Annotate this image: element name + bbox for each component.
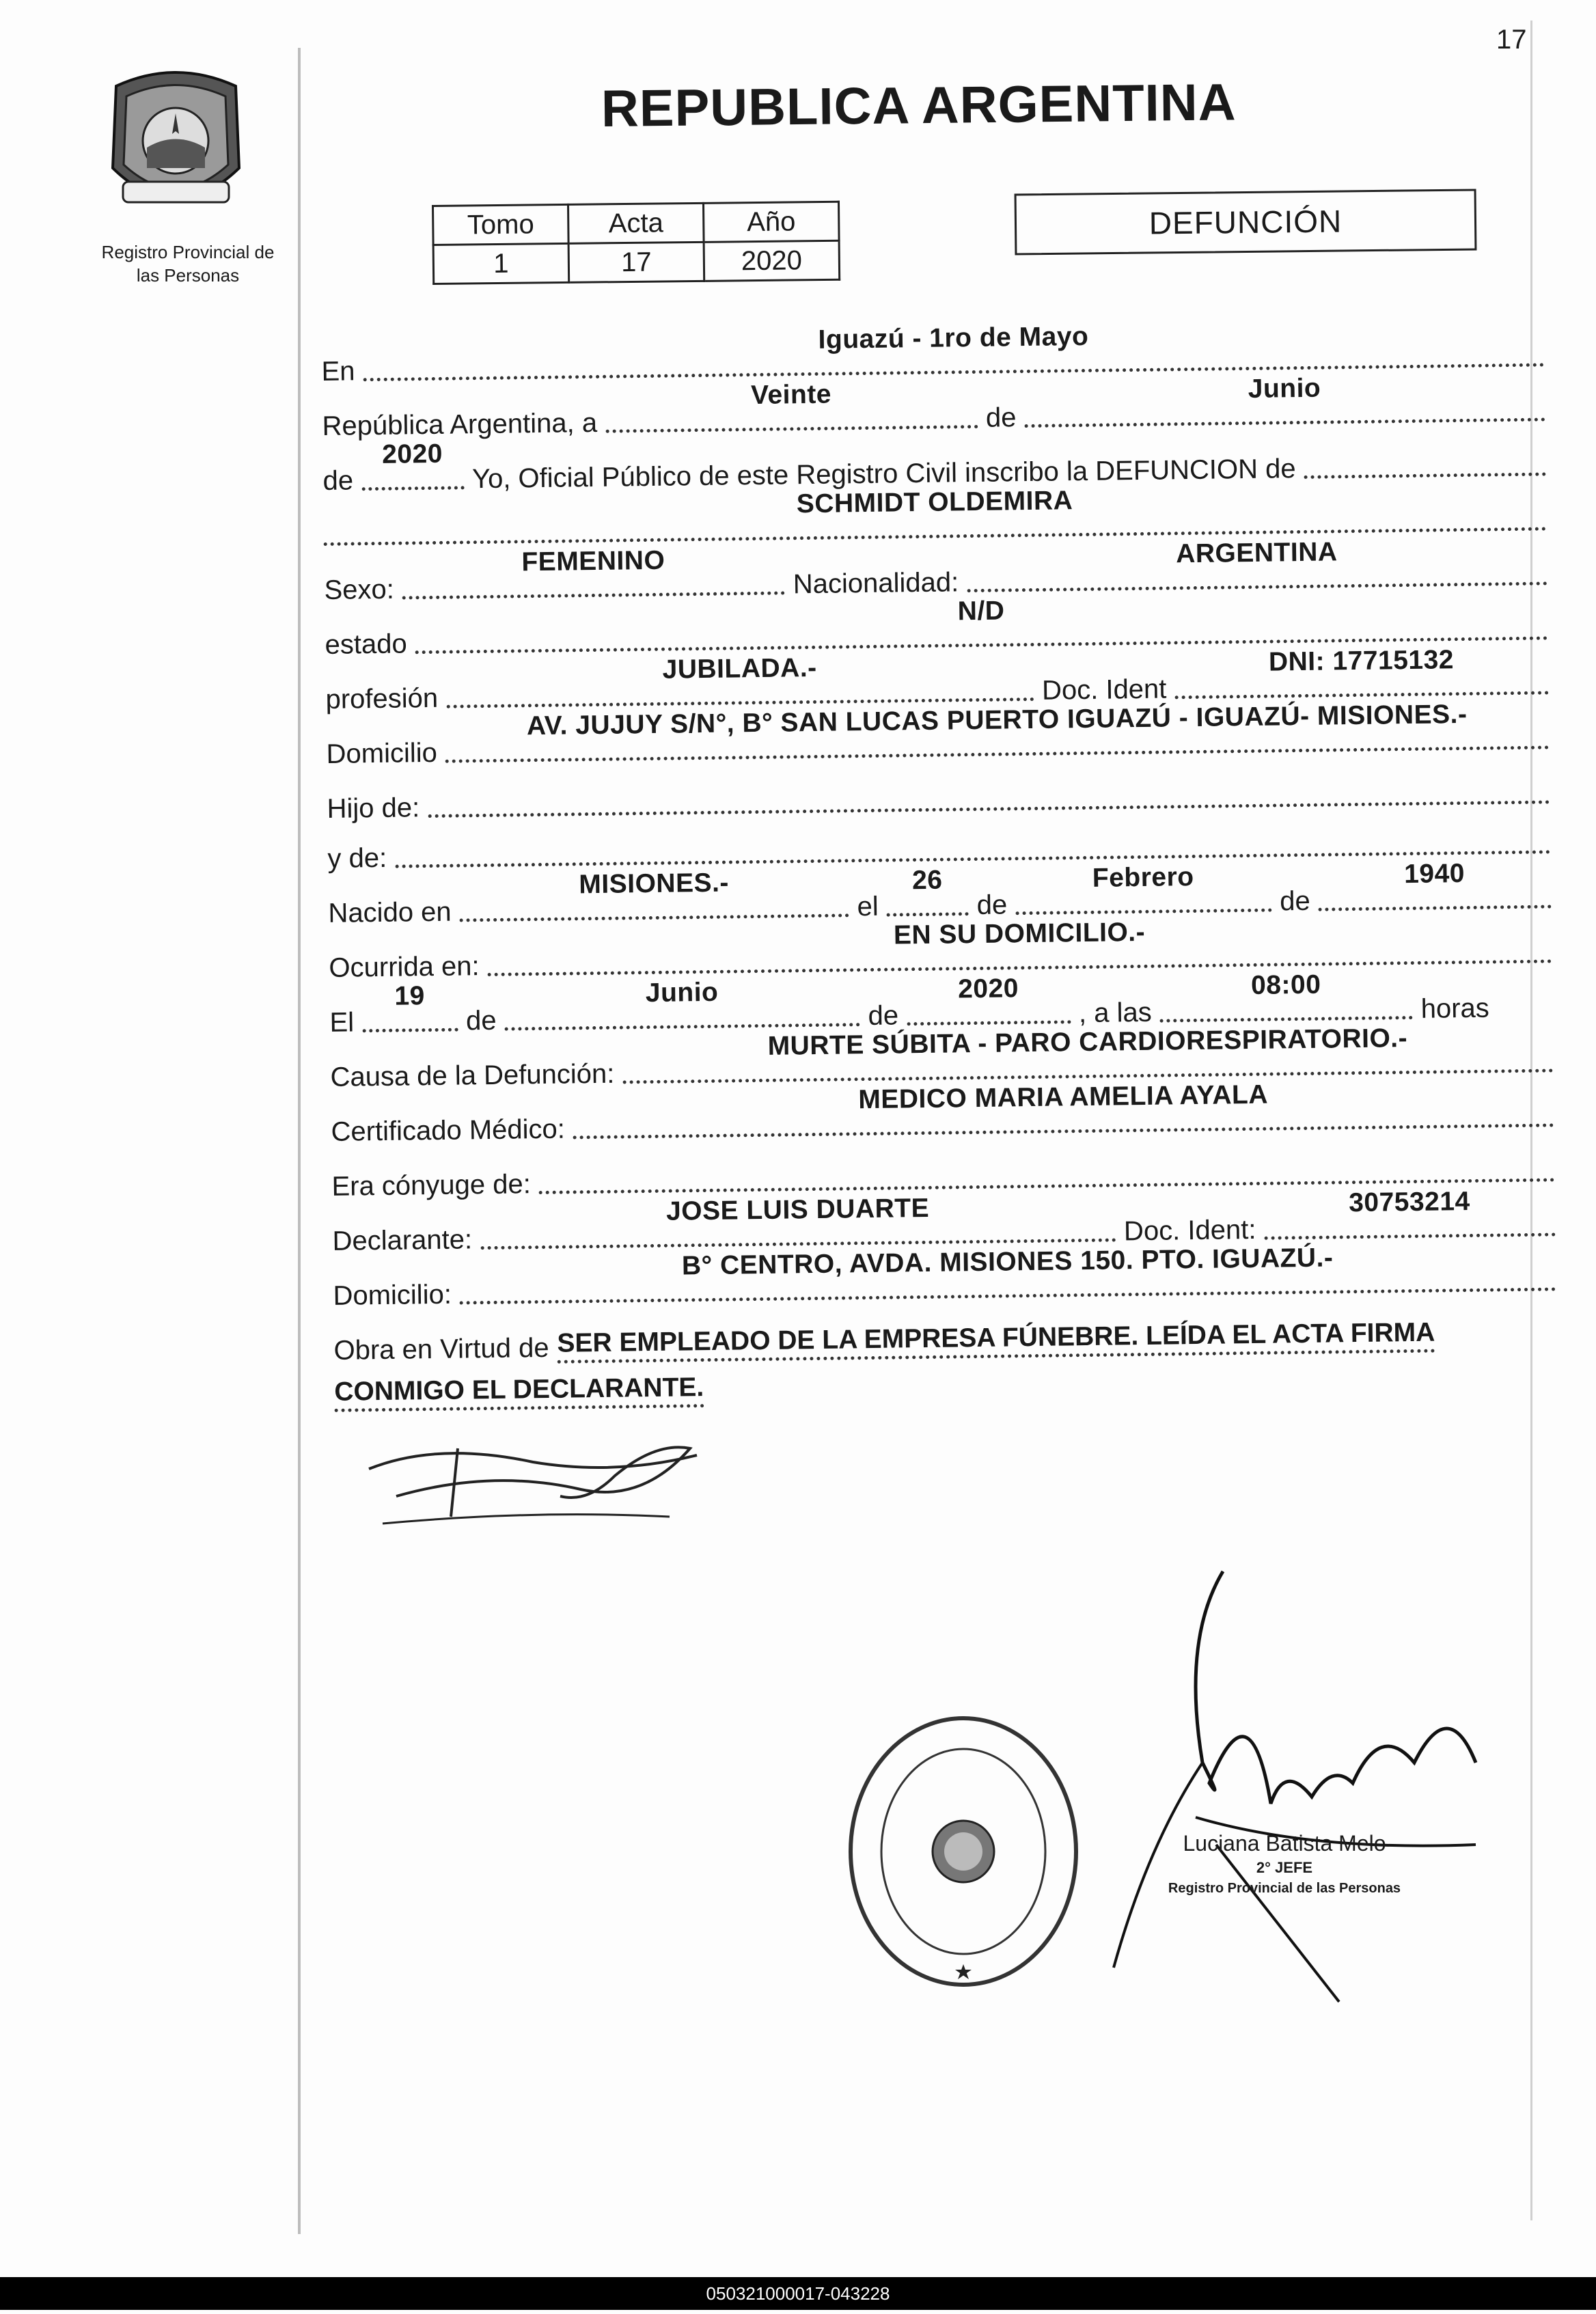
medical-certificate-label: Certificado Médico: (331, 1114, 566, 1147)
declarant-label: Declarante: (332, 1224, 473, 1256)
occurred-value: EN SU DOMICILIO.- (893, 917, 1146, 950)
officer-org: Registro Provincial de las Personas (1168, 1881, 1401, 1896)
death-de2-label: de (868, 1000, 899, 1032)
acting-by-value-line1: SER EMPLEADO DE LA EMPRESA FÚNEBRE. LEÍDA EL ACTA FIRMA (557, 1318, 1435, 1364)
place-value: Iguazú - 1ro de Mayo (818, 321, 1089, 355)
registry-seal-icon (840, 1708, 1086, 1995)
nationality-value: ARGENTINA (1175, 537, 1338, 569)
declarant-id-value: 30753214 (1348, 1186, 1470, 1218)
sex-label: Sexo: (324, 574, 395, 605)
child-of-label: Hijo de: (327, 793, 420, 824)
date-day-value: Veinte (750, 379, 832, 411)
spouse-value (539, 1161, 1555, 1174)
footer-code: 050321000017-043228 (0, 2277, 1596, 2310)
date-label: República Argentina, a (322, 407, 598, 441)
spouse-label: Era cónyuge de: (331, 1169, 532, 1202)
marital-status-value: N/D (957, 596, 1005, 626)
page-number: 17 (1496, 25, 1527, 55)
declarant-address-label: Domicilio: (333, 1279, 452, 1311)
profession-value: JUBILADA.- (662, 652, 817, 685)
record-table-value-acta: 17 (568, 242, 704, 282)
row-declarant-address (333, 1243, 1556, 1311)
and-of-label: y de: (327, 842, 387, 874)
sex-value: FEMENINO (521, 545, 665, 577)
address-label: Domicilio (326, 737, 438, 769)
death-de1-label: de (465, 1005, 497, 1036)
deceased-name-value: SCHMIDT OLDEMIRA (796, 486, 1073, 519)
year-value: 2020 (381, 439, 443, 469)
acting-by-value-line2: CONMIGO EL DECLARANTE. (334, 1373, 704, 1412)
officer-name: Luciana Batista Melo (1183, 1831, 1386, 1856)
officer-caption (1141, 1831, 1428, 1897)
death-hours-label: horas (1420, 993, 1490, 1024)
record-table-value-tomo: 1 (433, 243, 569, 284)
occurred-label: Ocurrida en: (329, 951, 480, 983)
child-of-value (428, 783, 1550, 797)
and-of-value (395, 833, 1550, 847)
place-label: En (321, 356, 355, 387)
declarant-signature-icon (355, 1421, 711, 1530)
record-table-header-ano: Año (703, 202, 839, 242)
record-table-value-ano: 2020 (704, 240, 840, 281)
date-month-value: Junio (1248, 373, 1321, 404)
record-table-header-tomo: Tomo (433, 204, 569, 245)
death-date-label: El (329, 1007, 355, 1038)
born-place-value: MISIONES.- (579, 868, 730, 900)
officer-signature-icon (1107, 1558, 1489, 2009)
death-time-value: 08:00 (1250, 969, 1321, 1000)
id-document-label: Doc. Ident (1041, 674, 1167, 706)
record-table-header-acta: Acta (568, 203, 704, 243)
country-title: REPUBLICA ARGENTINA (601, 73, 1237, 138)
declarant-address-value: B° CENTRO, AVDA. MISIONES 150. PTO. IGUAZÚ.- (681, 1243, 1334, 1281)
born-el-label: el (857, 891, 879, 922)
record-type-box: DEFUNCIÓN (1015, 189, 1477, 255)
date-of-label: de (985, 402, 1017, 433)
born-year-value: 1940 (1403, 859, 1466, 890)
address-value: AV. JUJUY S/N°, B° SAN LUCAS PUERTO IGUAZÚ - IGUAZÚ- MISIONES.- (526, 699, 1468, 741)
year-statement: Yo, Oficial Público de este Registro Civil inscribo la DEFUNCION de (471, 454, 1296, 495)
declarant-id-label: Doc. Ident: (1123, 1214, 1256, 1247)
death-year-value: 2020 (957, 974, 1019, 1004)
officer-title: 2° JEFE (1256, 1859, 1313, 1876)
acting-by-label: Obra en Virtud de (333, 1332, 549, 1366)
cause-value: MURTE SÚBITA - PARO CARDIORESPIRATORIO.- (767, 1023, 1408, 1061)
declarant-value: JOSE LUIS DUARTE (665, 1193, 930, 1226)
born-day-value: 26 (911, 865, 943, 896)
nationality-label: Nacionalidad: (793, 567, 959, 600)
death-month-value: Junio (645, 977, 719, 1008)
born-month-value: Febrero (1092, 862, 1194, 893)
death-day-value: 19 (394, 981, 426, 1011)
born-label: Nacido en (328, 896, 452, 928)
registry-label-line2: las Personas (136, 265, 240, 286)
born-de2-label: de (1279, 885, 1310, 917)
born-de1-label: de (976, 890, 1008, 921)
row-date (322, 373, 1545, 442)
medical-certificate-value: MEDICO MARIA AMELIA AYALA (858, 1079, 1269, 1115)
profession-label: profesión (325, 683, 439, 715)
row-medical-certificate (331, 1079, 1554, 1147)
death-at-label: , a las (1078, 997, 1153, 1029)
registry-label-line1: Registro Provincial de (101, 242, 275, 262)
marital-status-label: estado (325, 629, 407, 660)
id-document-value: DNI: 17715132 (1268, 645, 1455, 677)
row-child-of (327, 767, 1550, 824)
cause-label: Causa de la Defunción: (330, 1058, 615, 1092)
year-label: de (322, 465, 354, 496)
row-address (326, 699, 1550, 769)
